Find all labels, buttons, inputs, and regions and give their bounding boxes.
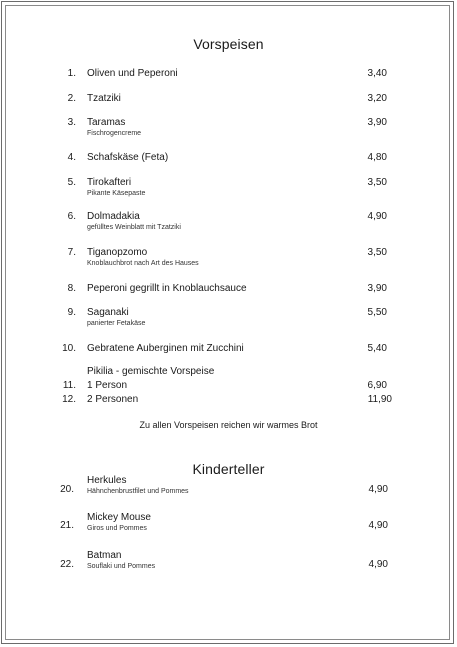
menu-item	[0, 394, 457, 408]
item-number: 10.	[62, 343, 76, 354]
item-description: Souflaki und Pommes	[87, 563, 156, 570]
item-number: 20.	[60, 484, 74, 495]
menu-item	[0, 475, 457, 507]
item-number: 5.	[67, 177, 76, 188]
item-price: 3,20	[367, 93, 387, 104]
item-price: 4,90	[367, 211, 387, 222]
menu-item	[0, 512, 457, 544]
item-number: 11.	[62, 380, 76, 391]
item-description: Pikante Käsepaste	[87, 190, 146, 197]
item-description: gefülltes Weinblatt mit Tzatziki	[87, 224, 181, 231]
item-name: Saganaki	[87, 307, 129, 318]
item-price: 3,90	[367, 117, 387, 128]
item-price: 3,90	[367, 283, 387, 294]
item-name: Batman	[87, 550, 122, 561]
item-number: 1.	[67, 68, 76, 79]
pikilia-heading: Pikilia - gemischte Vorspeise	[87, 366, 215, 377]
item-price: 4,90	[368, 559, 388, 570]
item-name: 2 Personen	[87, 394, 139, 405]
pikilia-heading-row	[0, 366, 457, 380]
item-price: 3,50	[367, 247, 387, 258]
item-name: Tirokafteri	[87, 177, 132, 188]
item-name: Gebratene Auberginen mit Zucchini	[87, 343, 244, 354]
item-number: 12.	[62, 394, 76, 405]
item-name: Dolmadakia	[87, 211, 140, 222]
item-name: Schafskäse (Feta)	[87, 152, 169, 163]
item-number: 6.	[67, 211, 76, 222]
bread-note: Zu allen Vorspeisen reichen wir warmes Brot	[139, 420, 318, 430]
item-number: 7.	[67, 247, 76, 258]
item-price: 5,50	[367, 307, 387, 318]
menu-item	[0, 117, 457, 149]
item-name: Tiganopzomo	[87, 247, 148, 258]
menu-item	[0, 177, 457, 209]
item-name: Herkules	[87, 475, 127, 486]
item-number: 3.	[67, 117, 76, 128]
item-description: Hähnchenbrustfilet und Pommes	[87, 488, 189, 495]
item-description: Knoblauchbrot nach Art des Hauses	[87, 260, 199, 267]
item-name: Mickey Mouse	[87, 512, 151, 523]
item-name: Tzatziki	[87, 93, 121, 104]
item-number: 2.	[67, 93, 76, 104]
menu-item	[0, 247, 457, 279]
item-price: 11,90	[367, 394, 392, 405]
item-price: 3,50	[367, 177, 387, 188]
item-number: 9.	[67, 307, 76, 318]
section-title-vorspeisen: Vorspeisen	[193, 36, 264, 52]
item-description: panierter Fetakäse	[87, 320, 146, 327]
item-price: 4,80	[367, 152, 387, 163]
item-price: 3,40	[367, 68, 387, 79]
item-description: Fischrogencreme	[87, 130, 142, 137]
item-price: 5,40	[367, 343, 387, 354]
item-number: 21.	[60, 520, 74, 531]
item-name: Taramas	[87, 117, 126, 128]
menu-item	[0, 550, 457, 582]
item-price: 4,90	[368, 520, 388, 531]
item-number: 22.	[60, 559, 74, 570]
item-price: 4,90	[368, 484, 388, 495]
menu-item	[0, 380, 457, 394]
item-name: Oliven und Peperoni	[87, 68, 178, 79]
menu-item	[0, 211, 457, 243]
item-number: 8.	[67, 283, 76, 294]
item-price: 6,90	[367, 380, 387, 391]
item-name: Peperoni gegrillt in Knoblauchsauce	[87, 283, 247, 294]
menu-item	[0, 307, 457, 339]
section-title-kinderteller: Kinderteller	[192, 461, 265, 477]
item-number: 4.	[67, 152, 76, 163]
item-name: 1 Person	[87, 380, 128, 391]
item-description: Giros und Pommes	[87, 525, 147, 532]
